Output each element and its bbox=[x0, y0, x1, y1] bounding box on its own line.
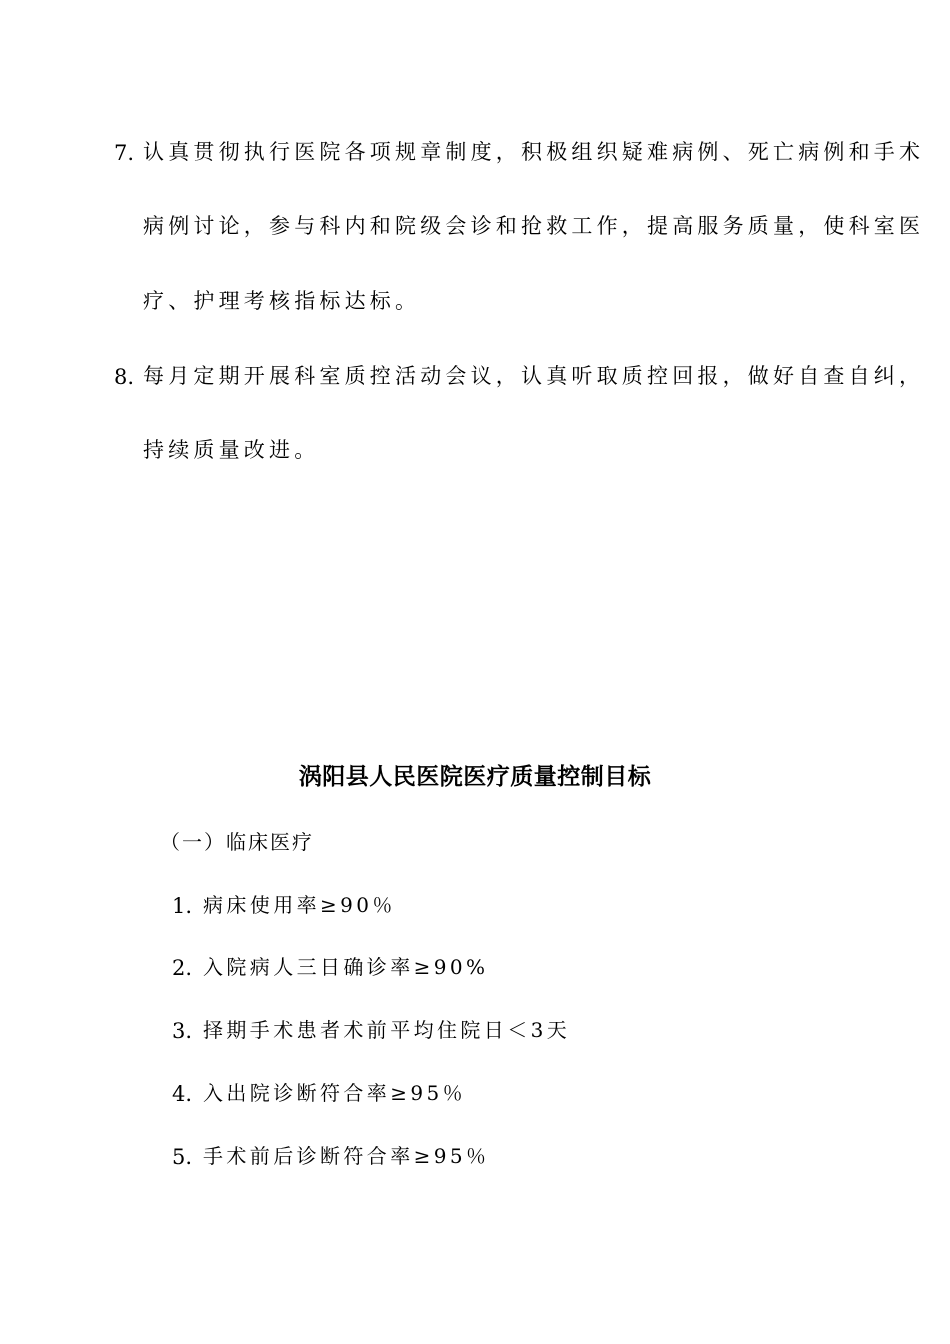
item-7-line-2: 病例讨论，参与科内和院级会诊和抢救工作，提高服务质量，使科室医 bbox=[143, 214, 925, 238]
item-8-line-1: 每月定期开展科室质控活动会议，认真听取质控回报，做好自查自纠， bbox=[143, 364, 925, 388]
goal-3-number: 3. bbox=[172, 1019, 193, 1043]
goal-1-number: 1. bbox=[172, 894, 193, 918]
goal-4-text: 入出院诊断符合率≥95％ bbox=[203, 1081, 467, 1105]
goal-4-number: 4. bbox=[172, 1082, 193, 1106]
goal-2-number: 2. bbox=[172, 956, 193, 980]
item-8-line-2: 持续质量改进。 bbox=[143, 438, 320, 462]
goal-2-text: 入院病人三日确诊率≥90% bbox=[203, 955, 489, 979]
item-7-line-3: 疗、护理考核指标达标。 bbox=[143, 289, 421, 313]
goal-5-number: 5. bbox=[172, 1145, 193, 1169]
goal-3-text: 择期手术患者术前平均住院日＜3天 bbox=[203, 1018, 571, 1042]
item-8-number: 8. bbox=[114, 365, 135, 389]
page-title: 涡阳县人民医院医疗质量控制目标 bbox=[298, 764, 652, 790]
subheading-clinical: （一）临床医疗 bbox=[160, 830, 314, 854]
item-7-line-1: 认真贯彻执行医院各项规章制度，积极组织疑难病例、死亡病例和手术 bbox=[143, 140, 925, 164]
goal-5-text: 手术前后诊断符合率≥95％ bbox=[203, 1144, 490, 1168]
goal-1-text: 病床使用率≥90％ bbox=[203, 893, 396, 917]
item-7-number: 7. bbox=[114, 141, 135, 165]
